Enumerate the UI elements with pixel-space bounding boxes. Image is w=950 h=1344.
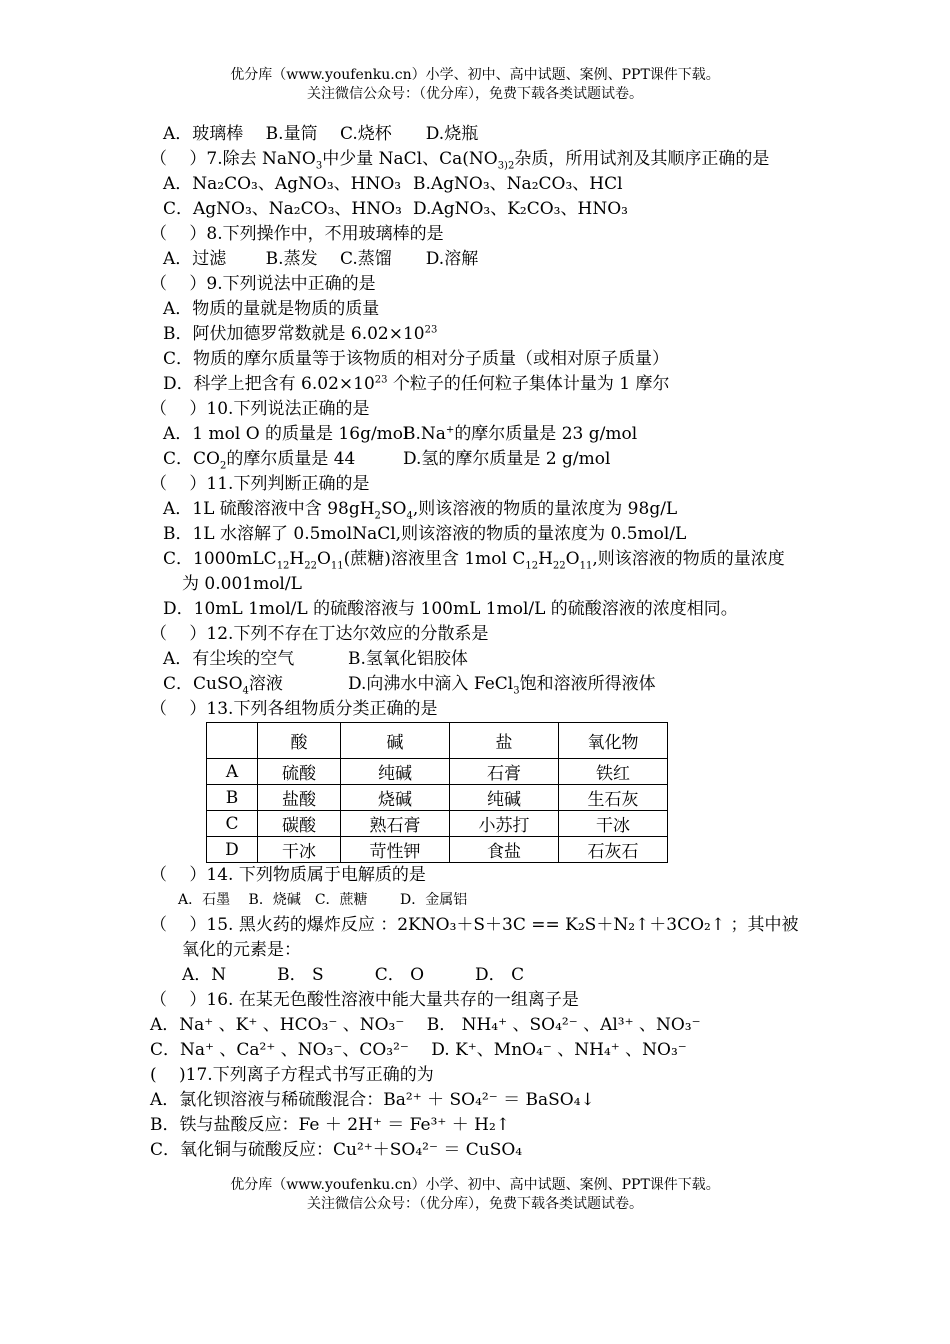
table-header-cell: 酸	[258, 723, 341, 759]
q11-option-c: C．$1000mLC_{12}H_{22}O_{11}$(蔗糖)溶液里含 1mol $C_{12}H_{22}O_{11}$,则该溶液的物质的量浓度	[163, 549, 785, 572]
table-cell: 石灰石	[559, 837, 668, 863]
table-cell: 石膏	[450, 759, 559, 785]
table-cell: 盐酸	[258, 785, 341, 811]
q16-stem: （ ）16. 在某无色酸性溶液中能大量共存的一组离子是	[150, 990, 579, 1010]
table-header-cell: 盐	[450, 723, 559, 759]
q7-options-cd	[150, 197, 830, 222]
q17-option-b: B．铁与盐酸反应：Fe ＋ 2H⁺ ＝ Fe³⁺ ＋ H₂↑	[150, 1115, 511, 1135]
table-cell: 烧碱	[341, 785, 450, 811]
q15-stem: （ ）15. 黑火药的爆炸反应 ：2KNO₃＋S＋3C == K₂S＋N₂↑＋3CO₂↑ ；其中被	[150, 915, 799, 935]
table-header-cell	[207, 723, 258, 759]
q12-stem: （ ）12.下列不存在丁达尔效应的分散系是	[150, 624, 489, 644]
header-line-2: 关注微信公众号：（优分库），免费下载各类试题试卷。	[307, 86, 643, 102]
table-header-row	[207, 723, 668, 759]
q10-options-cd: C．$CO_2$的摩尔质量是 44 D.氢的摩尔质量是 2 g/mol	[163, 449, 611, 472]
table-cell: 小苏打	[450, 811, 559, 837]
q9-option-b: B．阿伏加德罗常数就是 $6.02\times 10^{23}$	[163, 324, 438, 344]
table-row	[207, 759, 668, 785]
q10-options-ab: A．1 mol O 的质量是 16g/molB.Na+的摩尔质量是 23 g/mol	[163, 424, 638, 444]
q12-options-cd: C．CuSO$_4$溶液 D.向沸水中滴入 FeCl$_3$饱和溶液所得液体	[163, 674, 656, 697]
q17-option-c: C．氧化铜与硫酸反应：Cu²⁺＋SO₄²⁻ ＝ CuSO₄	[150, 1140, 523, 1160]
q11-option-c-cont: 为 0.001mol/L	[182, 574, 302, 594]
q7-option-b: B.AgNO₃、Na₂CO₃、HCl	[413, 174, 623, 194]
q9-stem: （ ）9.下列说法中正确的是	[150, 274, 376, 294]
q7-option-c: C．AgNO₃、Na₂CO₃、HNO₃	[163, 199, 402, 219]
q10-stem: （ ）10.下列说法正确的是	[150, 399, 370, 419]
footer-line-1: 优分库（www.youfenku.cn）小学、初中、高中试题、案例、PPT课件下载。	[230, 1177, 720, 1193]
page-footer	[0, 1176, 950, 1214]
q6-options: A．玻璃棒 B.量筒 C.烧杯 D.烧瓶	[163, 124, 479, 144]
table-row	[207, 785, 668, 811]
table-cell: 食盐	[450, 837, 559, 863]
table-cell: 生石灰	[559, 785, 668, 811]
table-cell: A	[207, 759, 258, 785]
table-cell: 铁红	[559, 759, 668, 785]
q9-option-c: C．物质的摩尔质量等于该物质的相对分子质量（或相对原子质量）	[163, 349, 670, 369]
q8-options: A．过滤 B.蒸发 C.蒸馏 D.溶解	[163, 249, 479, 269]
footer-line-2: 关注微信公众号：（优分库），免费下载各类试题试卷。	[307, 1196, 643, 1212]
q11-option-a: A．1L 硫酸溶液中含 $98gH_2SO_4$,则该溶液的物质的量浓度为 98g/L	[163, 499, 678, 522]
table-cell: 碳酸	[258, 811, 341, 837]
table-cell: 纯碱	[450, 785, 559, 811]
q9-option-a: A．物质的量就是物质的质量	[163, 299, 380, 319]
q8-stem: （ ）8.下列操作中，不用玻璃棒的是	[150, 224, 444, 244]
q17-option-a: A．氯化钡溶液与稀硫酸混合：Ba²⁺ ＋ SO₄²⁻ ＝ BaSO₄↓	[150, 1090, 595, 1110]
q16-options-cd: C．Na⁺ 、Ca²⁺ 、NO₃⁻、CO₃²⁻ D. K⁺、MnO₄⁻ 、NH₄⁺ 、NO₃⁻	[150, 1040, 687, 1060]
table-cell: 纯碱	[341, 759, 450, 785]
q11-stem: （ ）11.下列判断正确的是	[150, 474, 370, 494]
table-cell: 干冰	[258, 837, 341, 863]
table-row	[207, 837, 668, 863]
q15-options: A．N B． S C． O D． C	[182, 965, 525, 985]
table-cell: 干冰	[559, 811, 668, 837]
q13-stem: （ ）13.下列各组物质分类正确的是	[150, 699, 438, 719]
table-cell: D	[207, 837, 258, 863]
q17-stem: ( )17.下列离子方程式书写正确的为	[150, 1065, 434, 1085]
table-cell: 硫酸	[258, 759, 341, 785]
q14-options: A．石墨 B．烧碱 C．蔗糖 D．金属铝	[178, 892, 468, 908]
table-header-cell: 氧化物	[559, 723, 668, 759]
table-cell: 熟石膏	[341, 811, 450, 837]
q14-stem: （ ）14. 下列物质属于电解质的是	[150, 865, 426, 885]
classification-table	[206, 722, 668, 863]
table-row	[207, 811, 668, 837]
q12-options-ab: A．有尘埃的空气 B.氢氧化铝胶体	[163, 649, 468, 669]
q11-option-d: D．10mL 1mol/L 的硫酸溶液与 100mL 1mol/L 的硫酸溶液的浓度相同。	[163, 599, 738, 619]
table-cell: B	[207, 785, 258, 811]
exam-content	[150, 122, 830, 1163]
q7-option-d: D.AgNO₃、K₂CO₃、HNO₃	[413, 199, 628, 219]
q7-option-a: A．Na₂CO₃、AgNO₃、HNO₃	[163, 174, 402, 194]
q15-stem-cont: 氧化的元素是：	[182, 940, 301, 960]
q7-options-ab	[150, 172, 830, 197]
table-cell: 苛性钾	[341, 837, 450, 863]
q9-option-d: D．科学上把含有 $6.02\times 10^{23}$ 个粒子的任何粒子集体计量为 1 摩尔	[163, 374, 670, 394]
q11-option-b: B．1L 水溶解了 0.5molNaCl,则该溶液的物质的量浓度为 0.5mol/L	[163, 524, 687, 544]
table-cell: C	[207, 811, 258, 837]
q7-stem: （ ）7.除去 NaNO$_3$中少量 NaCl、$Ca(NO_{3)2}$杂质，所用试剂及其顺序正确的是	[150, 149, 770, 172]
page-header	[0, 66, 950, 104]
q16-options-ab: A．Na⁺ 、K⁺ 、HCO₃⁻ 、NO₃⁻ B． NH₄⁺ 、SO₄²⁻ 、Al³⁺ 、NO₃⁻	[150, 1015, 701, 1035]
table-header-cell: 碱	[341, 723, 450, 759]
header-line-1: 优分库（www.youfenku.cn）小学、初中、高中试题、案例、PPT课件下载。	[230, 67, 720, 83]
